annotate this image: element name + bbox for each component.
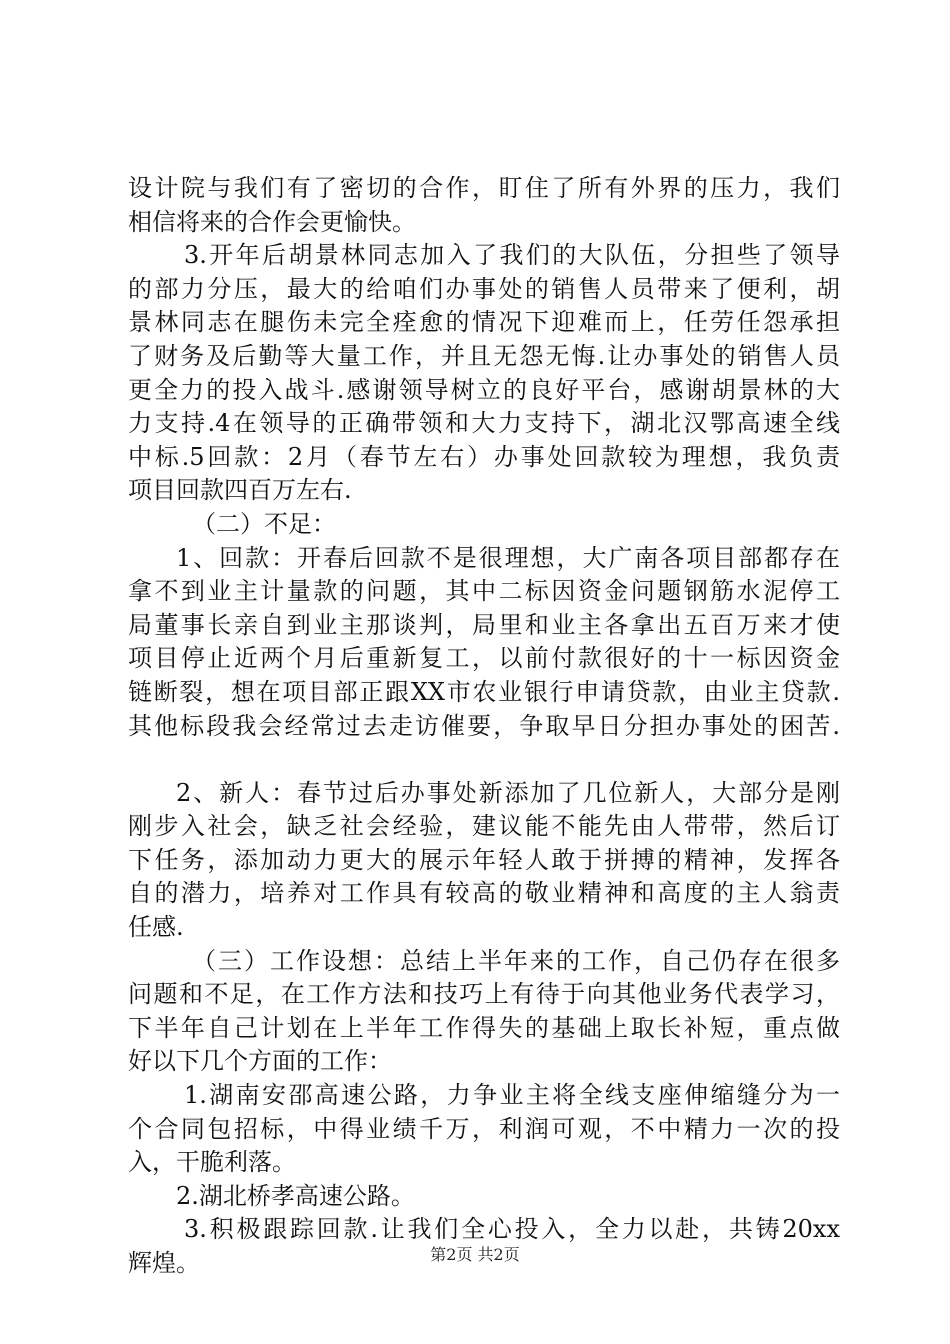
text-line: 入，干脆利落。	[128, 1148, 296, 1177]
text-line: 中标.5回款：2月（春节左右）办事处回款较为理想，我负责	[128, 442, 840, 471]
text-line: 下半年自己计划在上半年工作得失的基础上取长补短，重点做	[128, 1013, 840, 1042]
text-line: 设计院与我们有了密切的合作，盯住了所有外界的压力，我们	[128, 174, 840, 202]
text-line: 拿不到业主计量款的问题，其中二标因资金问题钢筋水泥停工	[128, 577, 840, 606]
text-line: 2、新人：春节过后办事处新添加了几位新人，大部分是刚	[176, 778, 840, 807]
text-line: 好以下几个方面的工作：	[128, 1047, 392, 1076]
text-line: 3.积极跟踪回款.让我们全心投入，全力以赴，共铸20xx	[184, 1215, 840, 1244]
text-line: 个合同包招标，中得业绩千万，利润可观，不中精力一次的投	[128, 1114, 840, 1143]
text-line: 项目停止近两个月后重新复工，以前付款很好的十一标因资金	[128, 644, 840, 673]
page-footer: 第2页 共2页	[430, 1245, 520, 1264]
text-line: 自的潜力，培养对工作具有较高的敬业精神和高度的主人翁责	[128, 879, 840, 908]
text-line: 的部力分压，最大的给咱们办事处的销售人员带来了便利，胡	[128, 274, 840, 303]
text-line: 3.开年后胡景林同志加入了我们的大队伍，分担些了领导	[184, 241, 840, 270]
text-line: 更全力的投入战斗.感谢领导树立的良好平台，感谢胡景林的大	[128, 375, 840, 404]
text-line: 链断裂，想在项目部正跟XX市农业银行申请贷款，由业主贷款.	[128, 677, 840, 706]
text-line: 辉煌。	[128, 1249, 200, 1277]
section-heading: （三）工作设想：总结上半年来的工作，自己仍存在很多	[192, 946, 840, 975]
text-line: 景林同志在腿伤未完全痊愈的情况下迎难而上，任劳任怨承担	[128, 308, 840, 337]
text-line: 下任务，添加动力更大的展示年轻人敢于拼搏的精神，发挥各	[128, 845, 840, 874]
text-line: 其他标段我会经常过去走访催要，争取早日分担办事处的困苦.	[128, 711, 840, 740]
section-heading: （二）不足：	[192, 509, 336, 538]
text-line: 1、回款：开春后回款不是很理想，大广南各项目部都存在	[176, 543, 840, 572]
text-line: 局董事长亲自到业主那谈判，局里和业主各拿出五百万来才使	[128, 610, 840, 639]
text-line: 项目回款四百万左右.	[128, 476, 352, 505]
text-line: 问题和不足，在工作方法和技巧上有待于向其他业务代表学习，	[128, 980, 840, 1009]
text-line: 相信将来的合作会更愉快。	[128, 207, 416, 236]
document-body	[128, 172, 840, 1281]
text-line: 2.湖北桥孝高速公路。	[176, 1181, 415, 1210]
text-line: 1.湖南安邵高速公路，力争业主将全线支座伸缩缝分为一	[184, 1081, 840, 1110]
text-line: 刚步入社会，缺乏社会经验，建议能不能先由人带带，然后订	[128, 812, 840, 841]
text-line: 力支持.4在领导的正确带领和大力支持下，湖北汉鄂高速全线	[128, 409, 840, 438]
text-line: 任感.	[128, 913, 184, 942]
text-line: 了财务及后勤等大量工作，并且无怨无悔.让办事处的销售人员	[128, 341, 840, 370]
paragraph-spacer	[128, 743, 840, 777]
